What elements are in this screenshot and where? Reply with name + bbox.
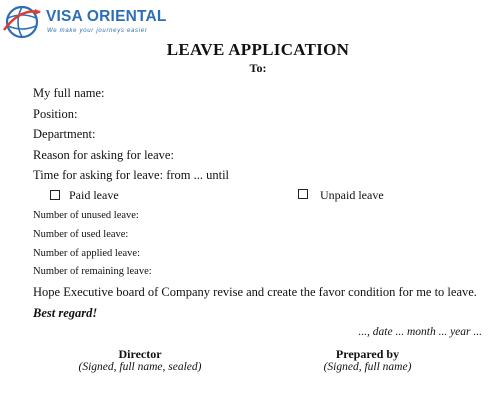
used-leave-field: Number of used leave: <box>33 229 129 240</box>
director-note: (Signed, full name, sealed) <box>78 361 202 373</box>
time-field: Time for asking for leave: from ... until <box>33 168 230 182</box>
full-name-field: My full name: <box>33 86 105 100</box>
regards-text: Best regard! <box>33 306 98 320</box>
globe-icon <box>2 4 42 40</box>
logo-tagline: We make your journeys easier <box>47 28 148 34</box>
preparer-note: (Signed, full name) <box>323 361 412 373</box>
closing-request: Hope Executive board of Company revise and create the favor condition for me to leave. <box>33 285 477 299</box>
position-field: Position: <box>33 107 78 121</box>
applied-leave-field: Number of applied leave: <box>33 248 140 259</box>
recipient-label: To: <box>249 61 267 75</box>
company-logo <box>2 2 167 42</box>
preparer-title: Prepared by <box>335 347 400 361</box>
date-line: ..., date ... month ... year ... <box>358 326 482 338</box>
director-title: Director <box>118 347 162 361</box>
paid-leave-checkbox[interactable] <box>50 190 60 200</box>
remaining-leave-field: Number of remaining leave: <box>33 266 152 277</box>
unpaid-leave-label: Unpaid leave <box>320 188 384 202</box>
reason-field: Reason for asking for leave: <box>33 148 174 162</box>
paid-leave-label: Paid leave <box>69 188 119 202</box>
logo-name: VISA ORIENTAL <box>46 8 167 25</box>
unpaid-leave-checkbox[interactable] <box>298 189 308 199</box>
document-title: LEAVE APPLICATION <box>166 40 350 59</box>
unused-leave-field: Number of unused leave: <box>33 210 139 221</box>
department-field: Department: <box>33 127 96 141</box>
